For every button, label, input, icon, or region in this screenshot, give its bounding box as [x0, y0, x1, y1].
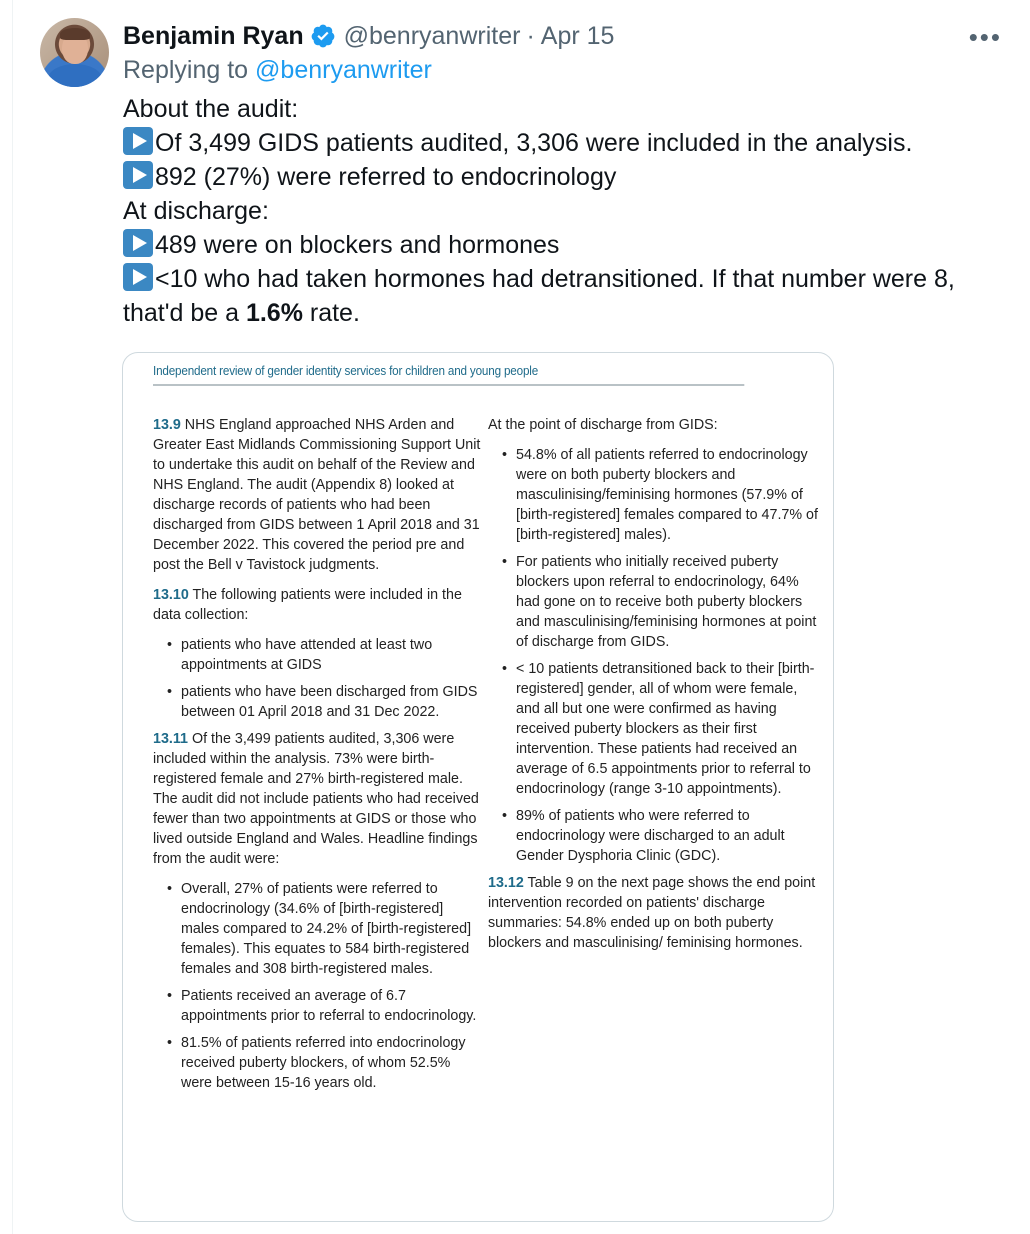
paragraph-text: Of the 3,499 patients audited, 3,306 were included within the analysis. 73% were birth-registered female and 27% birth-registered male. The audit did not include patients who had received fewer than two appointments at GIDS or those who lived outside England and Wales. Headline findings from the audit were: [153, 731, 479, 867]
separator-dot: · [526, 21, 535, 50]
tweet-date[interactable]: Apr 15 [540, 21, 615, 50]
paragraph-text: NHS England approached NHS Arden and Greater East Midlands Commissioning Support Unit to undertake this audit on behalf of the Review and NHS England. The audit (Appendix 8) looked at discharge records of patients who had been discharged from GIDS between 1 April 2018 and 31 December 2022. This covered the period pre and post the Bell v Tavistock judgments. [153, 417, 481, 573]
tweet-line [123, 160, 1013, 194]
tweet-line-text: <10 who had taken hormones had detransitioned. If that number were 8, [155, 265, 955, 293]
section-number: 13.11 [153, 731, 188, 747]
author-name[interactable]: Benjamin Ryan [123, 21, 304, 50]
doc-bullet: • 54.8% of all patients referred to endocrinology were on both puberty blockers and masculinising/feminising hormones (57.9% of [birth-registered] females compared to 47.7% of [birth-registered] males). [488, 445, 818, 545]
tweet-line-text: rate. [302, 299, 360, 327]
doc-paragraph [153, 415, 483, 575]
section-number: 13.12 [488, 875, 524, 891]
tweet-text [123, 92, 1013, 330]
tweet-line [123, 296, 1013, 330]
doc-bullet: • 89% of patients who were referred to endocrinology were discharged to an adult Gender Dysphoria Clinic (GDC). [488, 806, 818, 866]
arrow-emoji-icon [123, 229, 153, 257]
tweet-line [123, 262, 1013, 296]
doc-right-column [488, 415, 818, 963]
section-number: 13.9 [153, 417, 181, 433]
attached-image[interactable] [122, 352, 834, 1222]
doc-paragraph [153, 729, 483, 869]
doc-paragraph [488, 873, 818, 953]
replying-mention-link[interactable]: @benryanwriter [255, 56, 432, 84]
doc-left-column [153, 415, 483, 1100]
paragraph-text: Table 9 on the next page shows the end point intervention recorded on patients' discharge summaries: 54.8% ended up on both puberty blockers and masculinising/ feminising hormones. [488, 875, 816, 951]
replying-prefix: Replying to [123, 56, 249, 84]
tweet-header [123, 18, 614, 54]
doc-bullet: • patients who have attended at least two appointments at GIDS [153, 635, 483, 675]
tweet-line [123, 126, 1013, 160]
paragraph-text: The following patients were included in the data collection: [153, 587, 462, 623]
avatar[interactable] [40, 18, 109, 87]
doc-bullet: • Overall, 27% of patients were referred to endocrinology (34.6% of [birth-registered] males compared to 24.2% of [birth-registered] females). This equates to 584 birth-registered females and 308 birth-registered males. [153, 879, 483, 979]
doc-header: Independent review of gender identity services for children and young people [153, 363, 744, 386]
tweet-line-text: 892 (27%) were referred to endocrinology [155, 163, 617, 191]
more-options-icon[interactable]: ••• [968, 22, 1002, 52]
tweet-line-text: Of 3,499 GIDS patients audited, 3,306 were included in the analysis. [155, 129, 913, 157]
doc-paragraph: At the point of discharge from GIDS: [488, 417, 718, 433]
tweet-line: About the audit: [123, 95, 299, 123]
arrow-emoji-icon [123, 161, 153, 189]
tweet-line: At discharge: [123, 197, 269, 225]
author-handle[interactable]: @benryanwriter [343, 21, 521, 50]
doc-bullet: • patients who have been discharged from GIDS between 01 April 2018 and 31 Dec 2022. [153, 682, 483, 722]
tweet-line-text: 489 were on blockers and hormones [155, 231, 560, 259]
section-number: 13.10 [153, 587, 189, 603]
arrow-emoji-icon [123, 263, 153, 291]
doc-bullet: • 81.5% of patients referred into endocrinology received puberty blockers, of whom 52.5% were between 15-16 years old. [153, 1033, 483, 1093]
tweet-line-text: that'd be a [123, 299, 246, 327]
doc-bullet: • Patients received an average of 6.7 appointments prior to referral to endocrinology. [153, 986, 483, 1026]
verified-badge-icon [310, 23, 336, 49]
arrow-emoji-icon [123, 127, 153, 155]
tweet-line [123, 228, 1013, 262]
replying-to [123, 56, 432, 85]
doc-paragraph [153, 585, 483, 625]
bold-rate: 1.6% [245, 299, 303, 327]
doc-bullet: • < 10 patients detransitioned back to their [birth-registered] gender, all of whom were female, and all but one were confirmed as having received puberty blockers as their first intervention. These patients had received an average of 6.5 appointments prior to referral to endocrinology (range 3-10 appointments). [488, 659, 818, 799]
doc-bullet: • For patients who initially received puberty blockers upon referral to endocrinology, 64% had gone on to receive both puberty blockers and masculinising/feminising hormones at point of discharge from GIDS. [488, 552, 818, 652]
